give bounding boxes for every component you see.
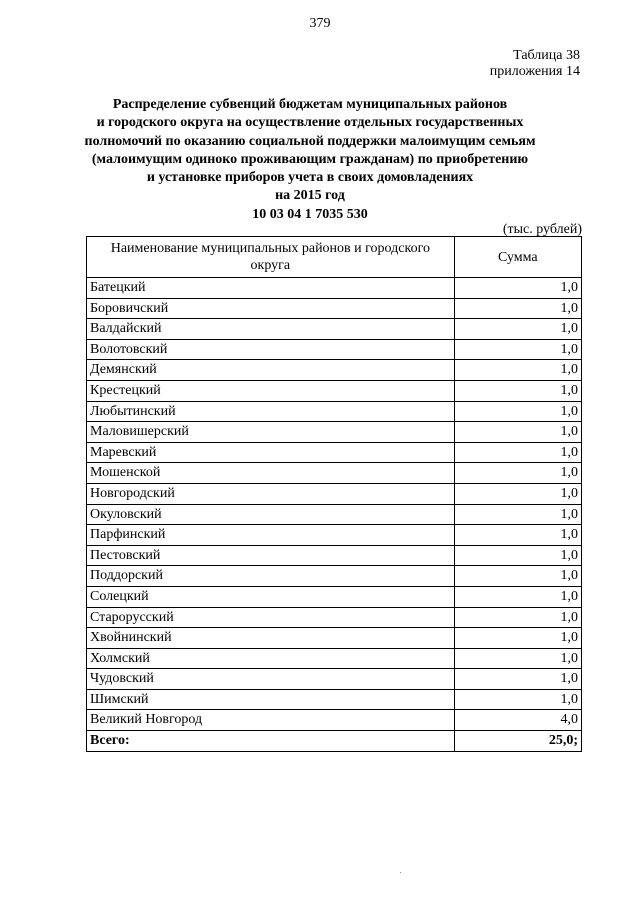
table-reference-line: Таблица 38 xyxy=(513,48,580,63)
document-title xyxy=(60,96,560,224)
appendix-reference-line: приложения 14 xyxy=(489,64,580,79)
table-reference xyxy=(490,48,580,80)
header-name: Наименование муниципальных районов и городского округа xyxy=(87,237,455,278)
table-row xyxy=(87,566,582,587)
title-line: и установке приборов учета в своих домовладениях xyxy=(146,170,474,186)
table-row xyxy=(87,360,582,381)
district-name: Волотовский xyxy=(87,339,455,360)
table-row xyxy=(87,669,582,690)
district-sum: 1,0 xyxy=(454,442,581,463)
table-header-row xyxy=(87,237,582,278)
table-row xyxy=(87,483,582,504)
total-label: Всего: xyxy=(87,731,455,752)
district-sum: 1,0 xyxy=(454,545,581,566)
district-sum: 1,0 xyxy=(454,278,581,299)
total-row xyxy=(87,731,582,752)
title-year-line: на 2015 год xyxy=(275,188,345,204)
table-row xyxy=(87,442,582,463)
table-row xyxy=(87,422,582,443)
district-name: Великий Новгород xyxy=(87,710,455,731)
district-sum: 1,0 xyxy=(454,525,581,546)
table-row xyxy=(87,339,582,360)
table-row xyxy=(87,504,582,525)
district-sum: 1,0 xyxy=(454,401,581,422)
page-number: 379 xyxy=(309,16,331,31)
district-sum: 4,0 xyxy=(454,710,581,731)
district-name: Старорусский xyxy=(87,607,455,628)
district-name: Солецкий xyxy=(87,586,455,607)
table-row xyxy=(87,648,582,669)
district-name: Демянский xyxy=(87,360,455,381)
title-line: полномочий по оказанию социальной поддержки малоимущим семьям xyxy=(84,133,536,149)
title-line: и городского округа на осуществление отдельных государственных xyxy=(96,115,524,131)
units-label: (тыс. рублей) xyxy=(502,222,582,237)
total-sum: 25,0; xyxy=(454,731,581,752)
district-name: Крестецкий xyxy=(87,380,455,401)
district-sum: 1,0 xyxy=(454,504,581,525)
district-name: Маревский xyxy=(87,442,455,463)
title-line: Распределение субвенций бюджетам муниципальных районов xyxy=(112,97,508,112)
district-sum: 1,0 xyxy=(454,422,581,443)
district-sum: 1,0 xyxy=(454,607,581,628)
district-sum: 1,0 xyxy=(454,586,581,607)
district-name: Поддорский xyxy=(87,566,455,587)
district-name: Окуловский xyxy=(87,504,455,525)
table-row xyxy=(87,689,582,710)
district-sum: 1,0 xyxy=(454,628,581,649)
district-name: Новгородский xyxy=(87,483,455,504)
district-name: Парфинский xyxy=(87,525,455,546)
district-sum: 1,0 xyxy=(454,380,581,401)
table-row xyxy=(87,401,582,422)
table-body xyxy=(87,278,582,752)
district-sum: 1,0 xyxy=(454,483,581,504)
table-row xyxy=(87,298,582,319)
table-row xyxy=(87,545,582,566)
table-row xyxy=(87,525,582,546)
district-name: Батецкий xyxy=(87,278,455,299)
district-sum: 1,0 xyxy=(454,298,581,319)
district-name: Пестовский xyxy=(87,545,455,566)
district-sum: 1,0 xyxy=(454,463,581,484)
scan-speck xyxy=(400,872,401,873)
district-name: Холмский xyxy=(87,648,455,669)
district-sum: 1,0 xyxy=(454,648,581,669)
budget-code-line: 10 03 04 1 7035 530 xyxy=(252,206,368,222)
table-row xyxy=(87,628,582,649)
district-name: Любытинский xyxy=(87,401,455,422)
subvention-table xyxy=(86,236,582,752)
district-sum: 1,0 xyxy=(454,689,581,710)
district-sum: 1,0 xyxy=(454,360,581,381)
table-row xyxy=(87,380,582,401)
district-sum: 1,0 xyxy=(454,319,581,340)
district-name: Хвойнинский xyxy=(87,628,455,649)
header-sum: Сумма xyxy=(454,237,581,278)
district-sum: 1,0 xyxy=(454,669,581,690)
district-name: Мошенской xyxy=(87,463,455,484)
district-name: Валдайский xyxy=(87,319,455,340)
district-sum: 1,0 xyxy=(454,566,581,587)
table-row xyxy=(87,710,582,731)
title-line: (малоимущим одиноко проживающим гражданам) по приобретению xyxy=(91,151,529,167)
table-row xyxy=(87,278,582,299)
district-name: Боровичский xyxy=(87,298,455,319)
table-row xyxy=(87,586,582,607)
district-name: Маловишерский xyxy=(87,422,455,443)
district-name: Чудовский xyxy=(87,669,455,690)
table-row xyxy=(87,607,582,628)
table-row xyxy=(87,463,582,484)
district-sum: 1,0 xyxy=(454,339,581,360)
table-row xyxy=(87,319,582,340)
district-name: Шимский xyxy=(87,689,455,710)
